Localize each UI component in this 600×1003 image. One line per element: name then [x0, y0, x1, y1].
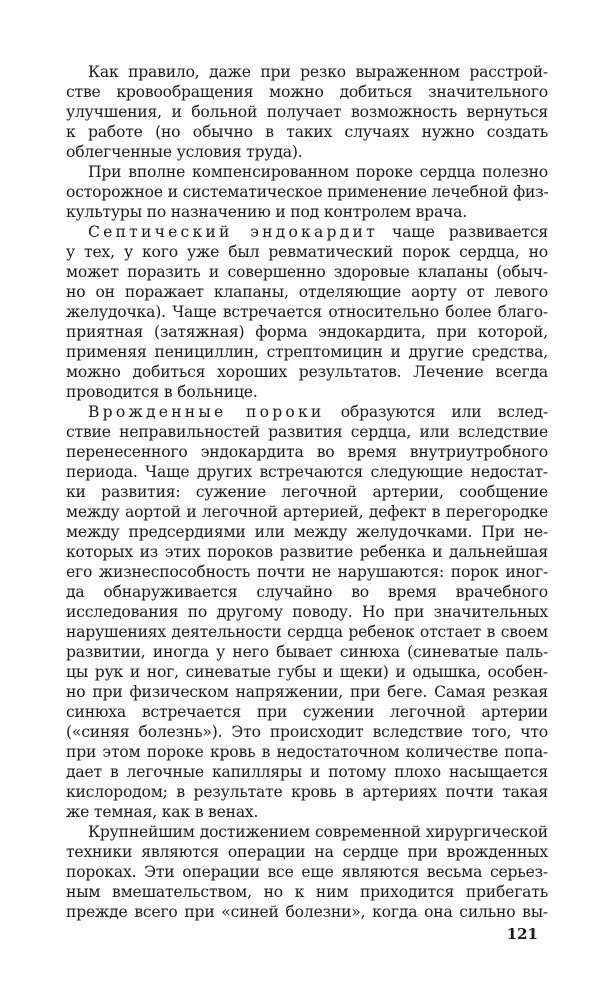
- text-line: дает в легочные капилляры и потому плохо насыщается: [66, 763, 548, 781]
- text-line: Крупнейшим достижением современной хирургической: [88, 823, 548, 841]
- text-line: можно добиться хороших результатов. Лечение всегда: [66, 363, 548, 381]
- text-line: приятная (затяжная) форма эндокардита, при которой,: [66, 323, 548, 341]
- text-line: при этом пороке кровь в недостаточном количестве попа-: [66, 743, 548, 761]
- text-line: перенесенного эндокардита во время внутриутробного: [66, 443, 548, 461]
- text-line: кислородом; в результате кровь в артериях почти такая: [66, 783, 548, 801]
- text-line: ным вмешательством, но к ним приходится прибегать: [66, 883, 548, 901]
- text-line: развитии, иногда у него бывает синюха (синеватые паль-: [66, 643, 548, 661]
- text-line: облегченные условия труда).: [66, 143, 303, 161]
- text-line: техники являются операции на сердце при врожденных: [66, 843, 548, 861]
- text-line: При вполне компенсированном пороке сердца полезно: [88, 163, 548, 181]
- text-line: желудочка). Чаще встречается относительно более благо-: [66, 303, 548, 321]
- paragraph-septic-endocarditis: [66, 222, 548, 402]
- text-line: культуры по назначению и под контролем врача.: [66, 203, 468, 221]
- text-line: прежде всего при «синей болезни», когда она сильно вы-: [66, 903, 548, 921]
- text-line: но при физическом напряжении, при беге. Самая резкая: [66, 683, 548, 701]
- page-number: 121: [506, 925, 538, 943]
- text-line: его жизнеспособность почти не нарушаются: порок иног-: [66, 563, 548, 581]
- term-septic-endocarditis: Септический эндокардит: [88, 223, 378, 241]
- text-line: [66, 402, 548, 422]
- text-fragment: образуются или вслед-: [324, 403, 548, 421]
- text-line: улучшения, и больной получает возможность вернуться: [66, 103, 548, 121]
- text-line: Как правило, даже при резко выраженном расстрой-: [88, 63, 548, 81]
- text-fragment: чаще развивается: [377, 223, 549, 241]
- text-line: пороках. Эти операции все еще являются весьма серьез-: [66, 863, 548, 881]
- text-line: ки развития: сужение легочной артерии, сообщение: [66, 483, 548, 501]
- text-line: применяя пенициллин, стрептомицин и другие средства,: [66, 343, 548, 361]
- paragraph-circulation: [66, 62, 548, 162]
- term-congenital-defects: Врожденные пороки: [88, 403, 325, 421]
- text-line: же темная, как в венах.: [66, 803, 259, 821]
- text-line: [66, 222, 548, 242]
- paragraph-physical-therapy: [66, 162, 548, 222]
- text-line: синюха встречается при сужении легочной артерии: [66, 703, 548, 721]
- text-line: цы рук и ног, синеватые губы и щеки) и одышка, особен-: [66, 663, 548, 681]
- text-line: к работе (но обычно в таких случаях нужно создать: [66, 123, 548, 141]
- text-line: но он поражает клапаны, отделяющие аорту от левого: [66, 283, 548, 301]
- paragraph-surgery: [66, 822, 548, 922]
- text-line: может поразить и совершенно здоровые клапаны (обыч-: [66, 263, 548, 281]
- text-line: между аортой и легочной артерией, дефект в перегородке: [66, 503, 548, 521]
- text-line: проводится в больнице.: [66, 383, 258, 401]
- text-line: стве кровообращения можно добиться значительного: [66, 83, 548, 101]
- text-line: исследования по другому поводу. Но при значительных: [66, 603, 548, 621]
- text-line: да обнаруживается случайно во время врачебного: [66, 583, 548, 601]
- text-line: которых из этих пороков развитие ребенка и дальнейшая: [66, 543, 548, 561]
- text-line: нарушениях деятельности сердца ребенок отстает в своем: [66, 623, 548, 641]
- book-page-text: [66, 62, 548, 962]
- paragraph-congenital-defects: [66, 402, 548, 822]
- text-line: осторожное и систематическое применение лечебной физ-: [66, 183, 549, 201]
- text-line: у тех, у кого уже был ревматический порок сердца, но: [66, 243, 548, 261]
- text-line: («синяя болезнь»). Это происходит вследствие того, что: [66, 723, 548, 741]
- text-line: ствие неправильностей развития сердца, или вследствие: [66, 423, 548, 441]
- text-line: между предсердиями или между желудочками. При не-: [66, 523, 548, 541]
- text-line: периода. Чаще других встречаются следующие недостат-: [66, 463, 548, 481]
